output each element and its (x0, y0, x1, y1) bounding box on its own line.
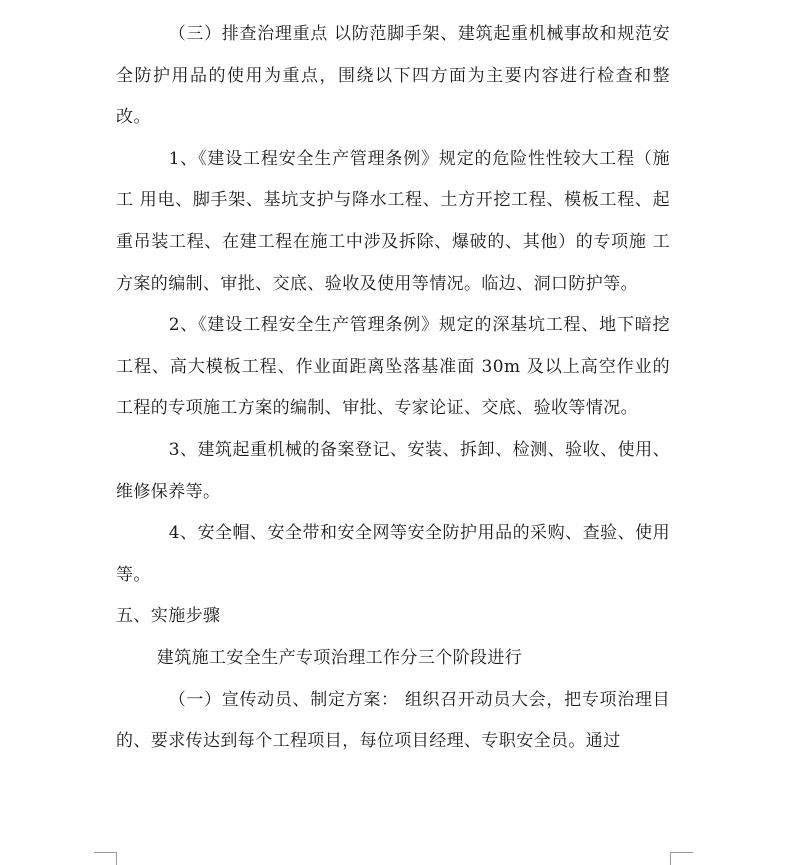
paragraph-stage-1: （一）宣传动员、制定方案： 组织召开动员大会，把专项治理目的、要求传达到每个工程项目，每位项目经理、专职安全员。通过 (116, 689, 670, 752)
paragraph-three-stages: 建筑施工安全生产专项治理工作分三个阶段进行 (156, 647, 523, 668)
crop-mark-bottom-left (94, 852, 117, 865)
paragraph-item-1: 1、《建设工程安全生产管理条例》规定的危险性性较大工程（施工 用电、脚手架、基坑支护与降水工程、土方开挖工程、模板工程、起 重吊装工程、在建工程在施工中涉及拆除、爆破的、其他）的专项施 工方案的编制、审批、交底、验收及使用等情况。临边、洞口防护等。 (116, 148, 670, 294)
paragraph-item-2: 2、《建设工程安全生产管理条例》规定的深基坑工程、地下暗挖工程、高大模板工程、作业面距离坠落基准面 30m 及以上高空作业的工程的专项施工方案的编制、审批、专家论证、交底、验收等情况。 (116, 315, 670, 419)
paragraph-inspection-focus: （三）排查治理重点 以防范脚手架、建筑起重机械事故和规范安全防护用品的使用为重点，围绕以下四方面为主要内容进行检查和整改。 (116, 24, 670, 128)
section-heading-implementation-steps: 五、实施步骤 (116, 606, 221, 627)
crop-mark-bottom-right (670, 852, 693, 865)
paragraph-item-4: 4、安全帽、安全带和安全网等安全防护用品的采购、查验、使用等。 (116, 523, 670, 585)
paragraph-item-3: 3、建筑起重机械的备案登记、安装、拆卸、检测、验收、使用、维修保养等。 (116, 439, 670, 502)
document-body (116, 14, 670, 763)
